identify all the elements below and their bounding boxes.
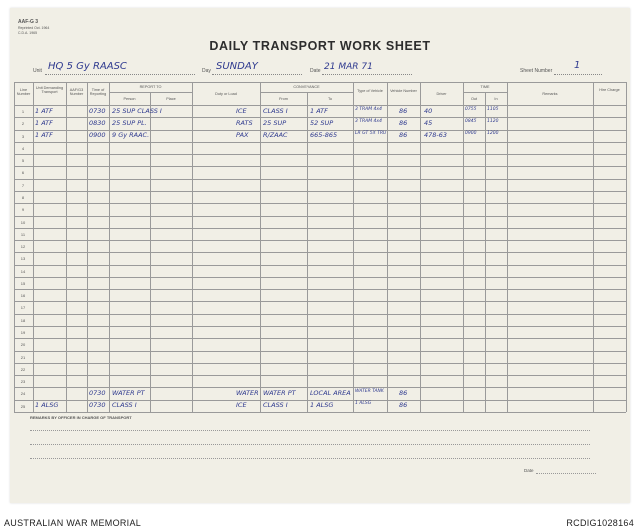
entry-to: 1 ALSG [310, 401, 334, 410]
table-top-border [14, 82, 626, 83]
entry-time: 0830 [89, 118, 106, 127]
row-number: 17 [20, 305, 26, 311]
row-number: 13 [20, 256, 26, 262]
col-time-in: In [494, 97, 498, 101]
row-line [14, 277, 626, 278]
col-report-to: REPORT TO [139, 85, 162, 89]
row-number: 14 [20, 268, 26, 274]
col-aaf-g3: AAF/G3 Number [69, 88, 84, 97]
col-type-vehicle: Type of Vehicle [357, 89, 383, 93]
footer-attribution: AUSTRALIAN WAR MEMORIAL [4, 518, 142, 528]
entry-driver: 40 [424, 106, 433, 115]
row-number: 1 [21, 109, 25, 114]
col-time: TIME [480, 85, 490, 89]
day-underline [212, 74, 302, 75]
row-line [14, 326, 626, 327]
sheet-underline [554, 74, 602, 75]
entry-from: CLASS I [263, 106, 288, 115]
entry-vnum: 86 [399, 388, 408, 397]
conveyance-divider [260, 92, 353, 93]
entry-unit: 1 ATF [35, 106, 53, 115]
day-label: Day [202, 68, 211, 74]
entry-person: 25 SUP PL. [112, 118, 147, 127]
col-person: Person [123, 97, 136, 101]
remarks-line [30, 444, 590, 445]
remarks-officer-label: REMARKS BY OFFICER IN CHARGE OF TRANSPORT [30, 415, 132, 420]
remarks-date-line [536, 473, 596, 474]
sheet-title: DAILY TRANSPORT WORK SHEET [209, 39, 431, 53]
entry-time: 0900 [89, 131, 106, 140]
col-duty-load: Duty or Load [215, 92, 237, 96]
row-number: 8 [21, 194, 25, 200]
entry-person: 9 Gy RAAC. [112, 131, 150, 140]
entry-person: WATER PT [112, 388, 145, 397]
row-line [14, 142, 626, 143]
row-line [14, 203, 626, 204]
entry-duty: WATER [236, 388, 259, 397]
entry-vehicle: LR GT 5X TRU [355, 131, 387, 137]
row-number: 22 [20, 366, 26, 372]
col-remarks: Remarks [542, 92, 558, 96]
entry-unit: 1 ATF [35, 131, 53, 140]
time-divider [463, 92, 507, 93]
form-code-main: AAF-G 3 [18, 19, 38, 25]
col-vehicle-number: Vehicle Number [390, 89, 417, 93]
row-number: 10 [20, 219, 26, 225]
row-line [14, 289, 626, 290]
row-line [14, 375, 626, 376]
report-to-divider [109, 92, 192, 93]
col-place: Place [166, 97, 176, 101]
row-number: 20 [20, 342, 26, 348]
row-number: 18 [20, 317, 26, 323]
entry-out: 0755 [465, 106, 477, 112]
entry-to: 52 SUP [310, 118, 334, 127]
row-number: 2 [21, 121, 25, 127]
entry-vnum: 86 [399, 106, 408, 115]
date-label: Date [310, 68, 321, 74]
entry-from: R/ZAAC [263, 131, 288, 140]
col-line-number: Line Number [16, 88, 31, 97]
entry-person: 25 SUP CLASS I [112, 106, 162, 115]
row-line [14, 154, 626, 155]
row-number: 21 [20, 354, 26, 360]
col-conveyance: CONVEYANCE [293, 85, 320, 89]
row-line [14, 301, 626, 302]
row-line [14, 363, 626, 364]
entry-to: 665-865 [310, 131, 338, 140]
col-to: To [327, 97, 332, 101]
entry-in: 1105 [487, 106, 499, 112]
row-line [14, 228, 626, 229]
entry-person: CLASS I [112, 401, 137, 410]
form-code-line-2: C.D.A. 1965 [18, 31, 38, 35]
row-number: 23 [20, 379, 26, 385]
entry-to: 1 ATF [310, 106, 328, 115]
unit-underline [45, 74, 195, 75]
row-line [14, 179, 626, 180]
entry-vehicle: 3 TRAM 4x4 [355, 106, 382, 112]
day-value: SUNDAY [216, 61, 258, 72]
sheet-number-label: Sheet Number [520, 68, 553, 74]
row-line [14, 351, 626, 352]
entry-driver: 478-63 [424, 131, 448, 140]
entry-duty: RATS [236, 118, 253, 127]
remarks-line [30, 458, 590, 459]
row-line [14, 166, 626, 167]
form-code-line-1: Reprinted Oct. 1964 [18, 25, 50, 30]
footer-catalog-id: RCDIG1028164 [566, 518, 634, 528]
row-line [14, 252, 626, 253]
entry-unit: 1 ALSG [35, 401, 59, 410]
entry-vehicle: WATER TANK [355, 388, 384, 394]
date-value: 21 MAR 71 [324, 62, 373, 72]
row-line [14, 314, 626, 315]
entry-vnum: 86 [399, 401, 408, 410]
col-sep [626, 82, 627, 412]
entry-duty: ICE [236, 106, 247, 115]
entry-out: 0900 [465, 131, 477, 137]
row-number: 7 [21, 182, 25, 188]
entry-out: 0845 [465, 118, 477, 124]
unit-value: HQ 5 Gy RAASC [48, 61, 127, 72]
row-line [14, 216, 626, 217]
col-driver: Driver [436, 92, 447, 96]
row-number: 12 [20, 244, 26, 250]
date-underline [322, 74, 412, 75]
entry-duty: ICE [236, 401, 247, 410]
row-number: 25 [20, 403, 26, 409]
entry-in: 1120 [487, 118, 499, 124]
entry-time: 0730 [89, 388, 106, 397]
entry-time: 0730 [89, 106, 106, 115]
row-number: 15 [20, 280, 26, 286]
row-number: 5 [21, 158, 25, 164]
row-number: 6 [21, 170, 25, 176]
col-time-out: Out [470, 97, 478, 101]
row-line [14, 338, 626, 339]
entry-in: 1200 [487, 131, 499, 137]
entry-from: WATER PT [263, 388, 296, 397]
unit-label: Unit [33, 68, 42, 74]
entry-duty: PAX [236, 131, 249, 140]
row-number: 4 [21, 145, 25, 151]
row-line [14, 265, 626, 266]
entry-unit: 1 ATF [35, 118, 53, 127]
col-hire-charge: Hire Charge [599, 88, 620, 92]
entry-vnum: 86 [399, 131, 408, 140]
col-from: From [279, 97, 288, 101]
col-time-reporting: Time of Reporting [89, 88, 107, 97]
sheet-number-value: 1 [574, 60, 581, 71]
remarks-line [30, 430, 590, 431]
row-number: 11 [20, 231, 26, 237]
row-number: 19 [20, 330, 26, 336]
entry-to: LOCAL AREA [310, 388, 351, 397]
remarks-date-label: Date [524, 468, 534, 473]
entry-from: CLASS I [263, 401, 288, 410]
row-number: 16 [20, 293, 26, 299]
entry-from: 25 SUP [263, 118, 287, 127]
entry-vehicle: 3 TRAM 4x4 [355, 118, 382, 124]
entry-vnum: 86 [399, 118, 408, 127]
col-unit-demanding: Unit Demanding Transport [35, 86, 64, 95]
row-line [14, 191, 626, 192]
entry-driver: 45 [424, 118, 433, 127]
entry-time: 0730 [89, 401, 106, 410]
row-number: 3 [21, 133, 25, 139]
entry-vehicle: 1 ALSG [355, 401, 372, 407]
table-bottom-border [14, 412, 626, 413]
header-bottom-border [14, 105, 626, 106]
form-code [18, 20, 49, 37]
row-line [14, 240, 626, 241]
row-number: 9 [21, 207, 25, 213]
row-number: 24 [20, 391, 26, 397]
